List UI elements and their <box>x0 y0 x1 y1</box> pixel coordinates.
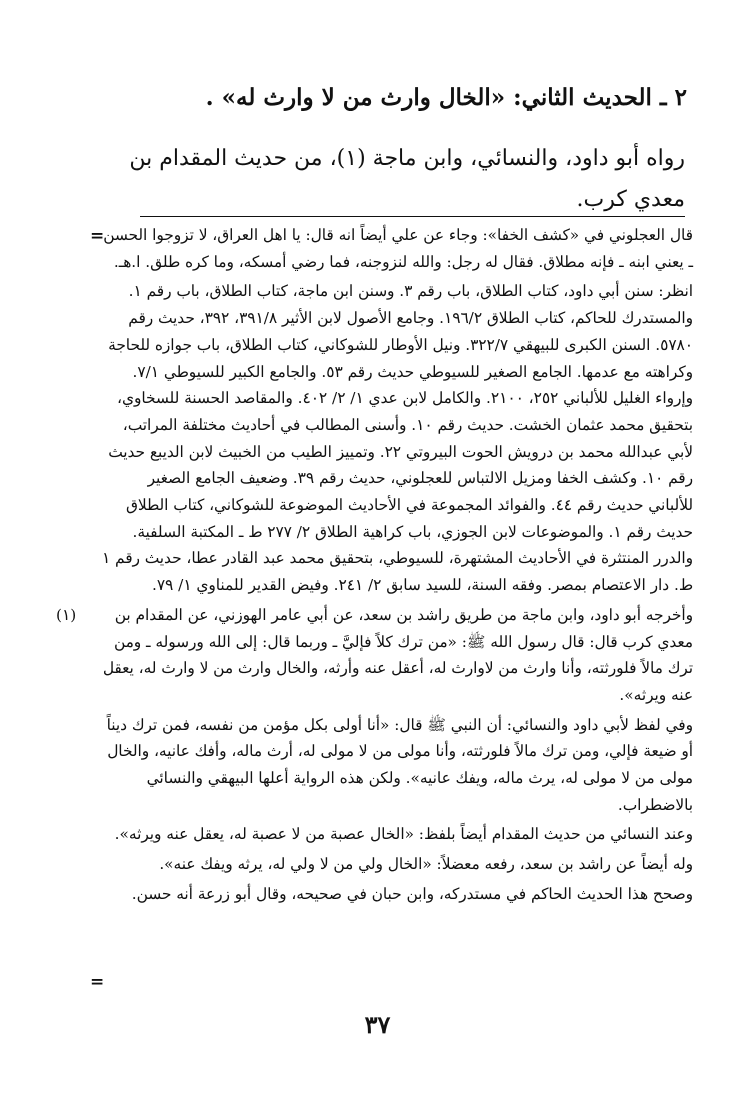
footnote-number: (١) <box>56 605 77 624</box>
continuation-mark-bottom: = <box>90 972 105 992</box>
footnote-rashid: وله أيضاً عن راشد بن سعد، رفعه معضلاً: «الخال ولي من لا ولي له، يرثه ويفك عنه». <box>159 855 693 874</box>
footnote-1-text: وأخرجه أبو داود، وابن ماجة من طريق راشد بن سعد، عن أبي عامر الهوزني، عن المقدام بن معدي كرب قال: قال رسول الله ﷺ: «من ترك كلاً فإليَّ ـ وربما قال: إلى الله ورسوله ـ ومن ترك مالاً فلورثته، وأنا وارث من لاوارث له، أعقل عنه وأرثه، والخال وارث من لا وارث له، يعقل عنه ويرثه». <box>102 605 693 704</box>
footnote-1 <box>56 602 693 709</box>
footnote-hakim: وصحح هذا الحديث الحاكم في مستدركه، وابن حبان في صحيحه، وقال أبو زرعة أنه حسن. <box>131 884 693 903</box>
footnote-continuation: قال العجلوني في «كشف الخفا»: وجاء عن علي أيضاً انه قال: يا اهل العراق، لا تزوجوا الحسن ـ يعني ابنه ـ فإنه مطلاق. فقال له رجل: والله لنزوجنه، فما رضي أمسكه، وما كره طلق. ا.هـ. <box>103 226 693 271</box>
footnote-abu-dawud-nasai: وفي لفظ لأبي داود والنسائي: أن النبي ﷺ قال: «أنا أولى بكل مؤمن من نفسه، فمن ترك ديناً أو ضيعة فإلي، ومن ترك مالاً فلورثته، وأنا مولى من لا مولى له، أرث ماله، وأفك عانيه، والخال مولى من لا مولى له، يرث ماله، ويفك عانيه». ولكن هذه الرواية أعلها البيهقي والنسائي بالاضطراب. <box>106 715 693 814</box>
footnote-references: انظر: سنن أبي داود، كتاب الطلاق، باب رقم ٣. وسنن ابن ماجة، كتاب الطلاق، باب رقم ١. والمستدرك للحاكم، كتاب الطلاق ١٩٦/٢. وجامع الأصول لابن الأثير ٣٩١/٨، ٣٩٢، حديث رقم ٥٧٨٠. السنن الكبرى للبيهقي ٣٢٢/٧. ونيل الأوطار للشوكاني، كتاب الطلاق، باب جوازه للحاجة وكراهته مع عدمها. الجامع الصغير للسيوطي حديث رقم ٥٣. والجامع الكبير للسيوطي ٧/١. وإرواء الغليل للألباني ٢٥٢، ٢١٠٠. والكامل لابن عدي ١/ ٢/ ٤٠٢. والمقاصد الحسنة للسخاوي، بتحقيق محمد عثمان الخشت. حديث رقم ١٠. وأسنى المطالب في أحاديث مختلفة المراتب، لأبي عبدالله محمد بن درويش الحوت البيروتي ٢٢. وتمييز الطيب من الخبيث لابن الديبع حديث رقم ١٠. وكشف الخفا ومزيل الالتباس للعجلوني، حديث رقم ٣٩. وضعيف الجامع الصغير للألباني حديث رقم ٤٤. والفوائد المجموعة في الأحاديث الموضوعة للشوكاني، كتاب الطلاق حديث رقم ١. والموضوعات لابن الجوزي، باب كراهية الطلاق ٢/ ٢٧٧ ط ـ المكتبة السلفية. والدرر المنتثرة في الأحاديث المشتهرة، للسيوطي، بتحقيق محمد عبد القادر عطا، حديث رقم ١ ط. دار الاعتصام بمصر. وفقه السنة، للسيد سابق ٢/ ٢٤١. وفيض القدير للمناوي ١/ ٧٩. <box>101 282 693 595</box>
page-number: ٣٧ <box>364 1010 391 1039</box>
footnote-separator <box>140 216 685 217</box>
footnotes <box>56 222 693 908</box>
continuation-mark-top: = <box>90 226 105 246</box>
footnote-nasai: وعند النسائي من حديث المقدام أيضاً بلفظ: «الخال عصبة من لا عصبة له، يعقل عنه ويرثه». <box>114 825 693 844</box>
main-paragraph: رواه أبو داود، والنسائي، وابن ماجة (١)، من حديث المقدام بن معدي كرب. <box>129 146 685 212</box>
hadith-heading: ٢ ـ الحديث الثاني: «الخال وارث من لا وارث له» . <box>205 84 687 111</box>
